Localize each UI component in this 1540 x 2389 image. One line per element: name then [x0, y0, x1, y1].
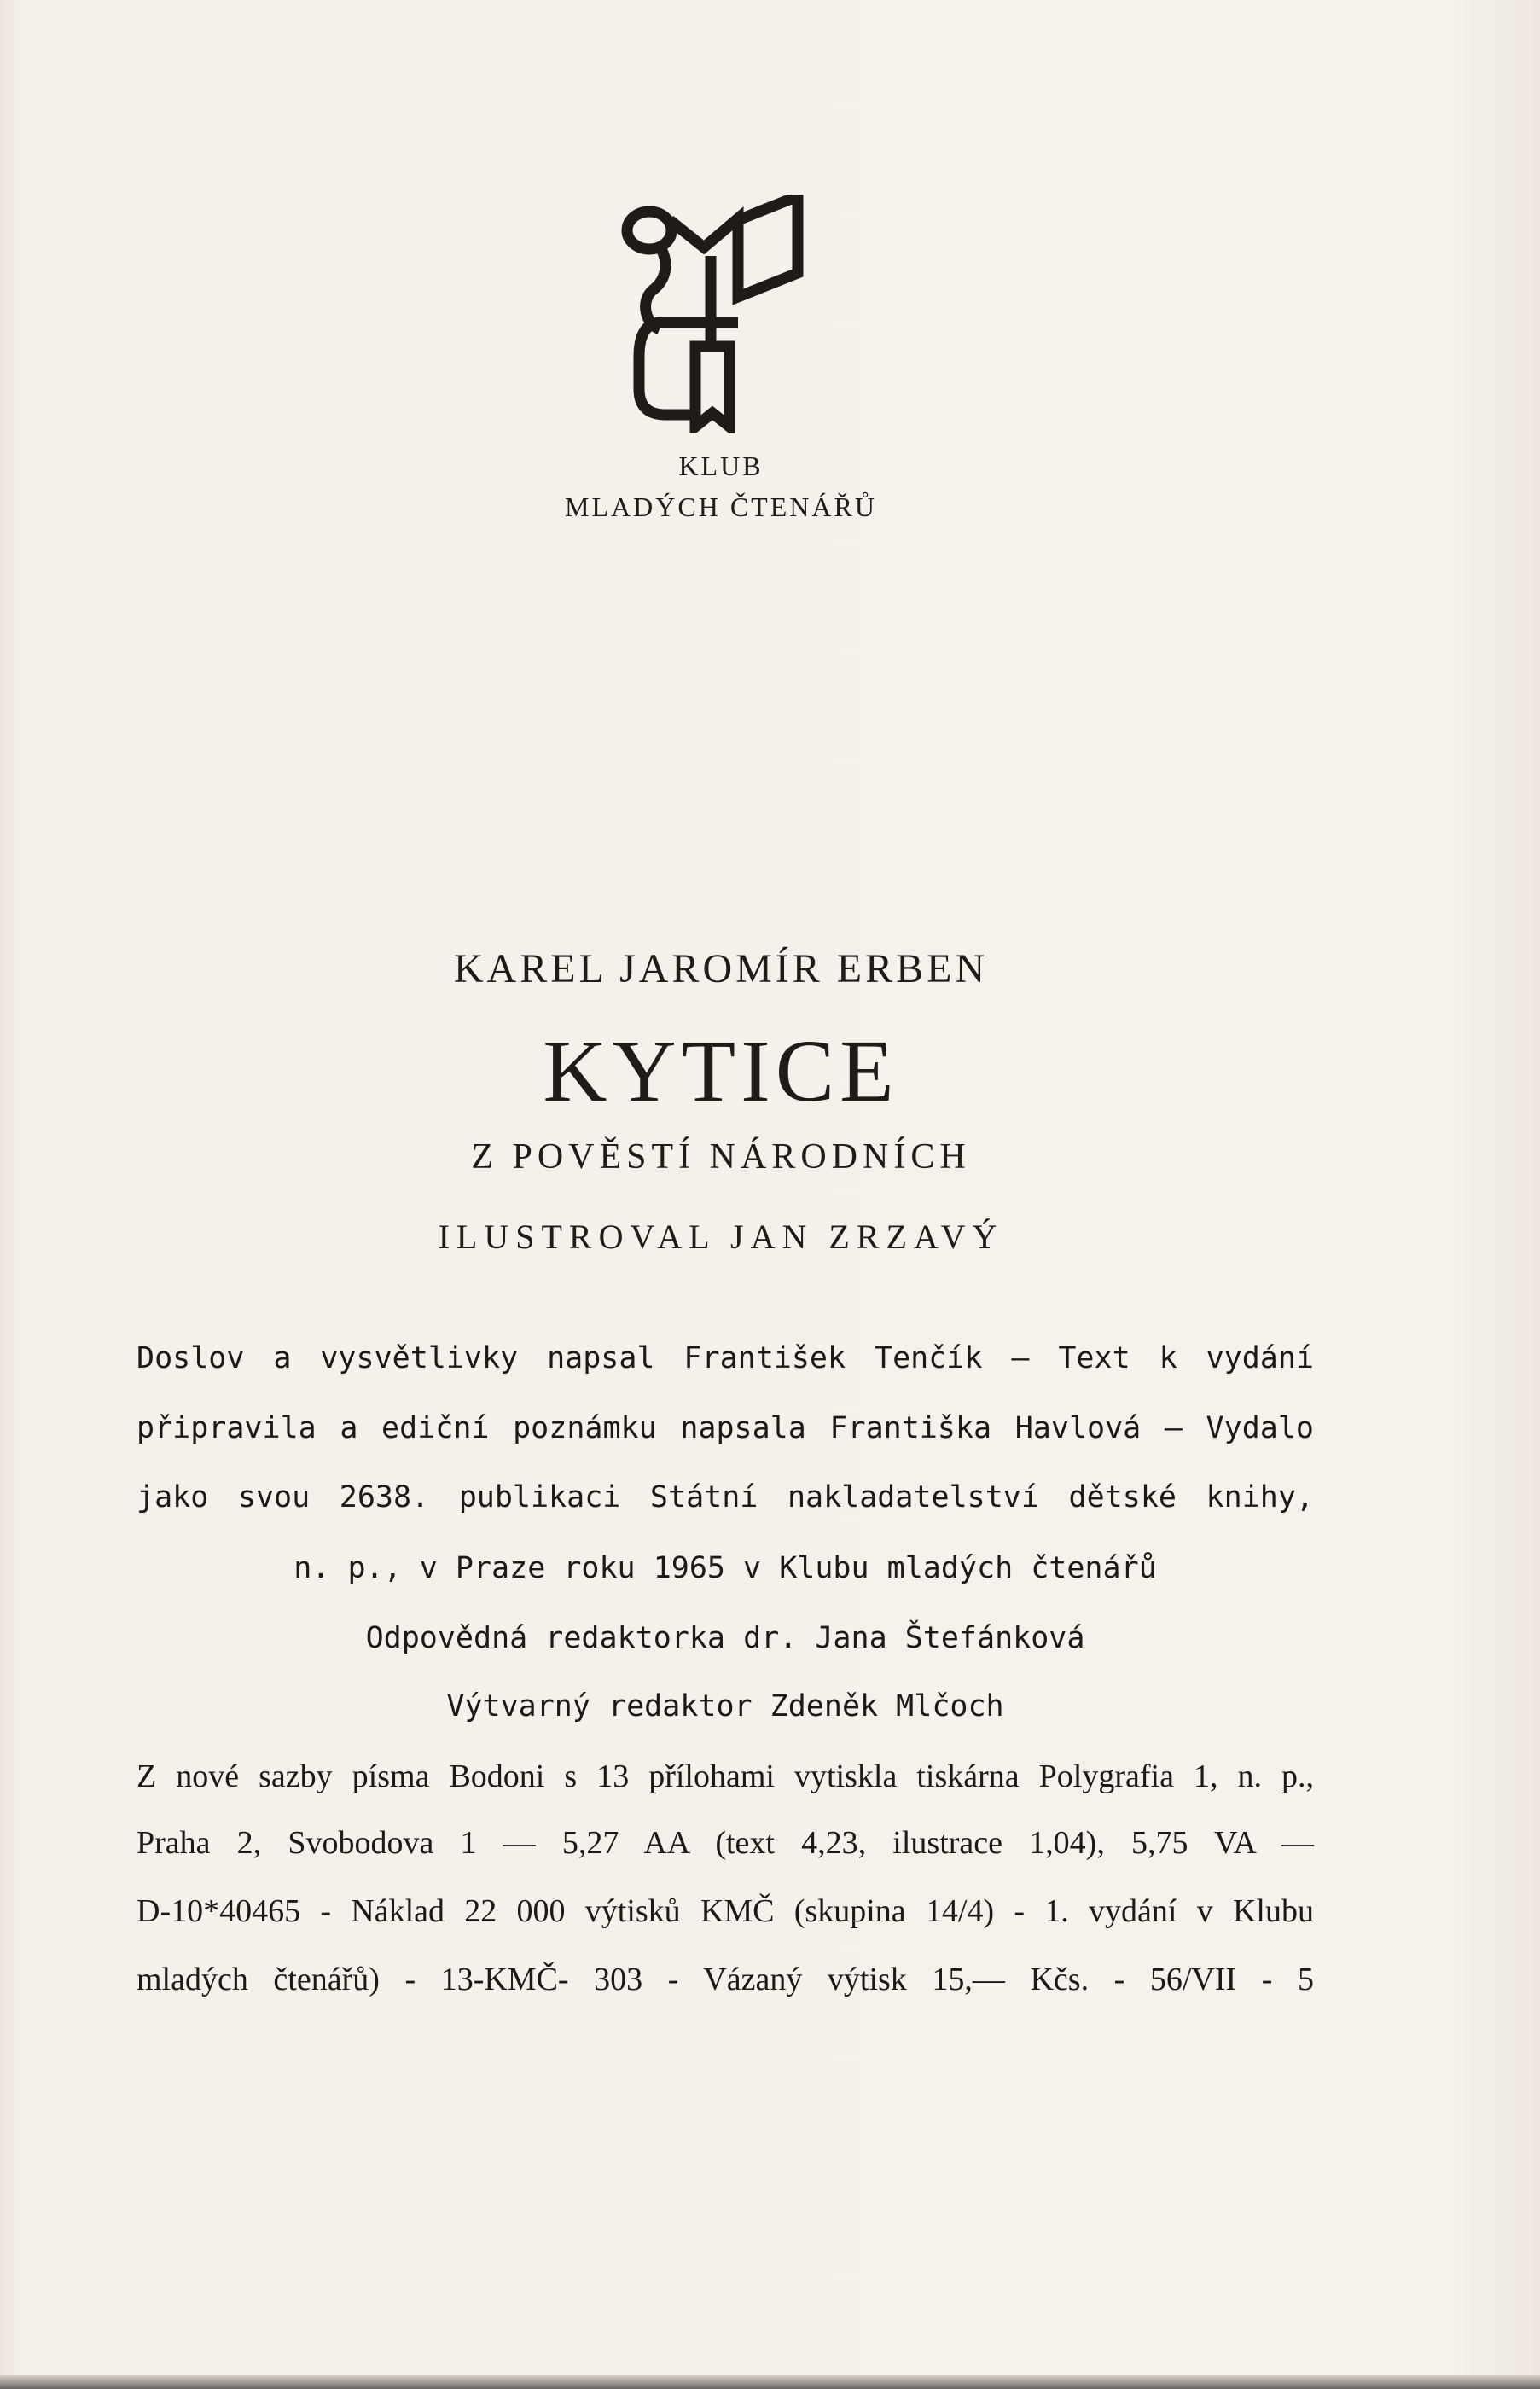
logo-label-line2: MLADÝCH ČTENÁŘŮ	[565, 491, 877, 522]
credits-line: Odpovědná redaktorka dr. Jana Štefánková	[365, 1621, 1085, 1655]
credits-line: připravila a ediční poznámku napsala Františka Havlová – Vydalo	[137, 1411, 1314, 1445]
colophon-line: Z nové sazby písma Bodoni s 13 přílohami vytiskla tiskárna Polygrafia 1, n. p.,	[137, 1758, 1314, 1794]
credits-line: jako svou 2638. publikaci Státní nakladatelství dětské knihy,	[137, 1480, 1314, 1514]
logo-label-line1: KLUB	[678, 450, 764, 481]
book-title: KYTICE	[543, 1022, 899, 1120]
author-name: KAREL JAROMÍR ERBEN	[453, 946, 989, 991]
page-bottom-edge	[0, 2375, 1540, 2389]
colophon-line: Praha 2, Svobodova 1 — 5,27 AA (text 4,23, ilustrace 1,04), 5,75 VA —	[137, 1825, 1314, 1861]
book-subtitle: Z POVĚSTÍ NÁRODNÍCH	[471, 1137, 971, 1177]
credits-line: n. p., v Praze roku 1965 v Klubu mladých čtenářů	[293, 1551, 1157, 1585]
colophon-line: mladých čtenářů) - 13-KMČ- 303 - Vázaný výtisk 15,— Kčs. - 56/VII - 5	[137, 1962, 1314, 1997]
credits-line: Doslov a vysvětlivky napsal František Tenčík – Text k vydání	[137, 1341, 1314, 1375]
credits-line: Výtvarný redaktor Zdeněk Mlčoch	[446, 1689, 1004, 1723]
illustrator-credit: ILUSTROVAL JAN ZRZAVÝ	[438, 1218, 1004, 1256]
colophon-line: D-10*40465 - Náklad 22 000 výtisků KMČ (skupina 14/4) - 1. vydání v Klubu	[137, 1893, 1314, 1929]
publisher-logo-icon	[610, 195, 815, 433]
